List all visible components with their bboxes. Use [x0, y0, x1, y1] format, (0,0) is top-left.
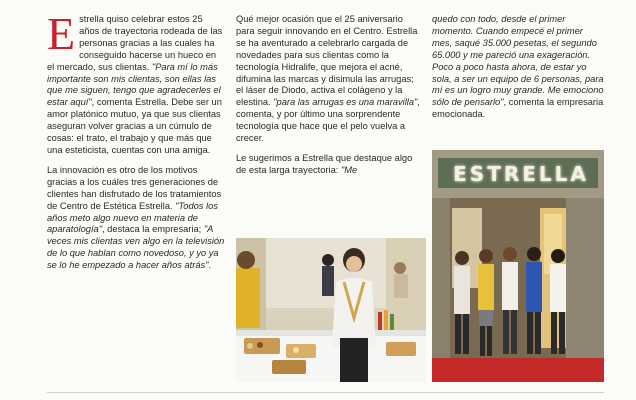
paragraph-closing — [432, 14, 604, 121]
paragraph-innovation — [47, 165, 225, 272]
banquet-photo — [236, 238, 426, 382]
text: , comenta Estrella. Debe ser un amor platónico mutuo, ya que sus clientas aseguran volver gracias a un cúmulo de cosas: el trato, el trabajo y que más que una esteticista, cuentas con una amiga. — [47, 97, 222, 155]
text: strella quiso celebrar estos 25 años de trayectoria rodeada de las personas gracias a las cuales ha conseguido hacerse un hueco en el mercado, sus clientas. — [47, 14, 223, 72]
article-column-1 — [47, 8, 225, 280]
text: Qué mejor ocasión que el 25 aniversario para seguir innovando en el Centro. Estrella se ha aventurado a celebrarlo cargada de novedades para sus clientas como la tecnología Hidralife, que mejora el acné, difumina las marcas y disimula las arrugas; el láser de Diodo, activa el colágeno y la elestina. — [236, 14, 418, 108]
text: Le sugerimos a Estrella que destaque algo de esta larga trayectoria: — [236, 152, 413, 175]
quote: quedo con todo, desde el primer momento. Cuando empecé el primer mes, saqué 35.000 pesetas, el segundo 65.000 y me pareció una exageración. Poco a poco hasta ahora, de estar yo sola, a ser un equipo de 6 personas, para mí es un logro muy grande. Me emociono sólo de pensarlo" — [432, 14, 604, 108]
text: , destaca la empresaria; — [102, 224, 202, 235]
paragraph-trajectory — [236, 153, 422, 177]
drop-cap: E — [47, 8, 76, 59]
quote: "Para mí lo más importante son mis clientas, son ellas las que me siguen, tengo que agradecerles el estar aquí" — [47, 61, 221, 108]
paragraph-anniversary — [236, 14, 422, 145]
page-divider — [47, 392, 604, 393]
text: , comenta la empresaria emocionada. — [432, 97, 604, 120]
shop-sign: ESTRELLA — [453, 162, 589, 186]
shop-front-photo — [432, 150, 604, 382]
article-column-2 — [236, 14, 422, 185]
text: , comenta, y por último una sorprendente tecnología que hace que el pelo vuelva a crecer. — [236, 97, 420, 144]
quote: "para las arrugas es una maravilla" — [273, 97, 418, 108]
quote: "Me — [340, 164, 358, 175]
quote: "Todos los años meto algo nuevo en materia de aparatología" — [47, 200, 218, 235]
quote: "A veces mis clientas ven algo en la televisión de lo que hablan como novedoso, y yo ya se lo he empezado a hacer años atrás" — [47, 224, 225, 271]
paragraph-intro — [47, 8, 225, 157]
text: . — [208, 260, 212, 271]
article-column-3 — [432, 14, 604, 129]
text: La innovación es otro de los motivos gracias a los cuáles tres generaciones de clientes han disfrutado de los tratamientos de Centro de Estética Estrella. — [47, 164, 222, 211]
